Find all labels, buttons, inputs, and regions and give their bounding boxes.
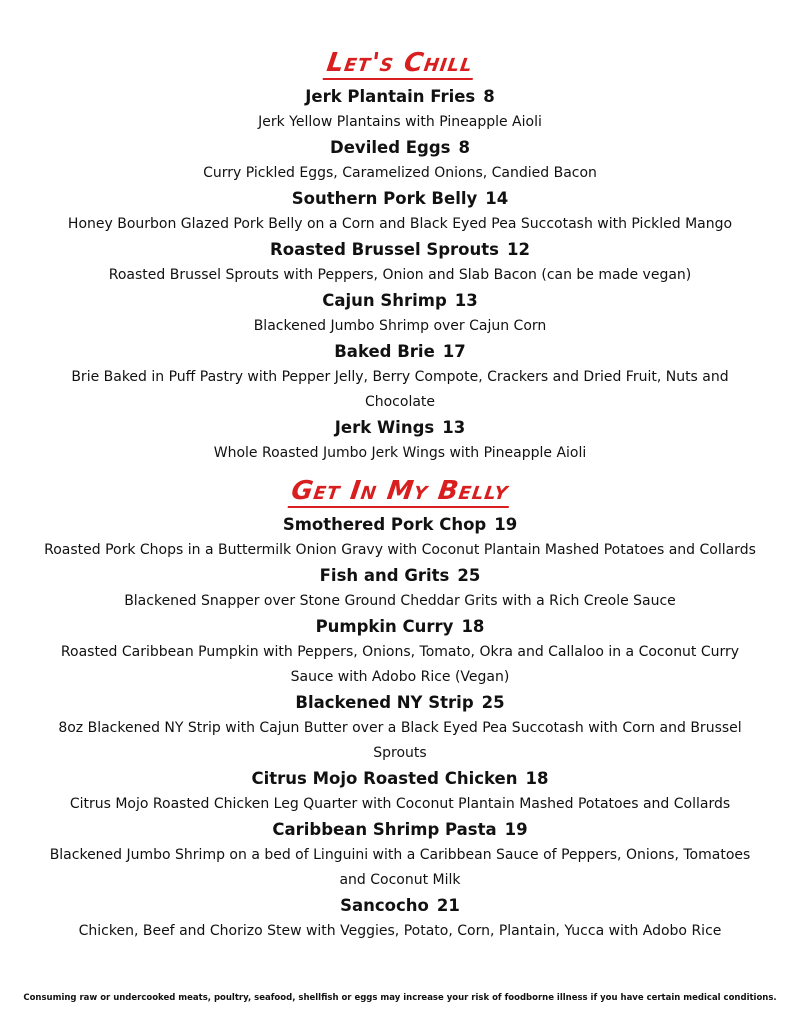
item-price: 25 (457, 566, 481, 585)
menu-item (0, 135, 800, 186)
item-name: Sancocho (340, 896, 429, 915)
item-name: Cajun Shrimp (322, 291, 447, 310)
item-name: Deviled Eggs (330, 138, 451, 157)
item-price: 13 (442, 418, 466, 437)
item-price: 12 (506, 240, 530, 259)
menu-item (0, 614, 800, 690)
item-name: Baked Brie (334, 342, 435, 361)
item-name: Jerk Plantain Fries (305, 87, 476, 106)
item-description: Roasted Brussel Sprouts with Peppers, Onion and Slab Bacon (can be made vegan) (108, 267, 692, 283)
item-price: 8 (458, 138, 470, 157)
item-name-line (0, 614, 800, 640)
item-description: Jerk Yellow Plantains with Pineapple Aioli (258, 114, 542, 130)
menu-item (0, 893, 800, 944)
menu-item (0, 563, 800, 614)
item-price: 19 (494, 515, 518, 534)
item-description: Blackened Jumbo Shrimp over Cajun Corn (253, 318, 547, 334)
menu-item (0, 512, 800, 563)
item-name-line (0, 766, 800, 792)
item-description: Chicken, Beef and Chorizo Stew with Veggies, Potato, Corn, Plantain, Yucca with Adobo Rice (78, 923, 722, 939)
item-name-line (0, 135, 800, 161)
item-name: Jerk Wings (334, 418, 435, 437)
item-description: Brie Baked in Puff Pastry with Pepper Jelly, Berry Compote, Crackers and Dried Fruit, Nuts and Chocolate (71, 369, 729, 410)
item-price: 21 (436, 896, 460, 915)
item-price: 25 (481, 693, 505, 712)
item-description: Honey Bourbon Glazed Pork Belly on a Corn and Black Eyed Pea Succotash with Pickled Mango (67, 216, 733, 232)
item-name-line (0, 84, 800, 110)
item-name: Fish and Grits (319, 566, 450, 585)
item-price: 13 (454, 291, 478, 310)
item-name: Citrus Mojo Roasted Chicken (251, 769, 518, 788)
item-description: Roasted Caribbean Pumpkin with Peppers, Onions, Tomato, Okra and Callaloo in a Coconut Curry Sauce with Adobo Rice (Vegan) (60, 644, 740, 685)
menu-item (0, 288, 800, 339)
item-name-line (0, 893, 800, 919)
appetizer-list (0, 84, 800, 466)
item-description: Blackened Snapper over Stone Ground Cheddar Grits with a Rich Creole Sauce (124, 593, 676, 609)
item-name-line (0, 237, 800, 263)
item-name-line (0, 563, 800, 589)
menu-item (0, 766, 800, 817)
foodborne-illness-disclaimer: Consuming raw or undercooked meats, poultry, seafood, shellfish or eggs may increase your risk of foodborne illness if you have certain medical conditions. (23, 993, 777, 1003)
item-price: 18 (461, 617, 485, 636)
item-description: Roasted Pork Chops in a Buttermilk Onion Gravy with Coconut Plantain Mashed Potatoes and Collards (44, 542, 756, 558)
menu-item (0, 186, 800, 237)
menu-item (0, 84, 800, 135)
item-name: Smothered Pork Chop (282, 515, 487, 534)
item-price: 17 (442, 342, 466, 361)
item-description: 8oz Blackened NY Strip with Cajun Butter over a Black Eyed Pea Succotash with Corn and Brussel Sprouts (58, 720, 742, 761)
item-description: Citrus Mojo Roasted Chicken Leg Quarter with Coconut Plantain Mashed Potatoes and Collards (69, 796, 731, 812)
item-name-line (0, 512, 800, 538)
menu-item (0, 817, 800, 893)
entree-list (0, 512, 800, 944)
item-price: 8 (483, 87, 495, 106)
menu-item (0, 237, 800, 288)
item-description: Blackened Jumbo Shrimp on a bed of Linguini with a Caribbean Sauce of Peppers, Onions, Tomatoes and Coconut Milk (49, 847, 751, 888)
item-name: Roasted Brussel Sprouts (270, 240, 499, 259)
item-name: Caribbean Shrimp Pasta (272, 820, 497, 839)
item-name-line (0, 415, 800, 441)
item-price: 14 (485, 189, 509, 208)
item-name-line (0, 288, 800, 314)
menu-item (0, 339, 800, 415)
item-price: 19 (504, 820, 528, 839)
item-name-line (0, 339, 800, 365)
item-description: Whole Roasted Jumbo Jerk Wings with Pineapple Aioli (213, 445, 587, 461)
item-name: Pumpkin Curry (315, 617, 454, 636)
item-name: Blackened NY Strip (295, 693, 474, 712)
item-name-line (0, 186, 800, 212)
item-name: Southern Pork Belly (291, 189, 478, 208)
menu-item (0, 415, 800, 466)
item-name-line (0, 690, 800, 716)
item-name-line (0, 817, 800, 843)
section-title-get-in-my-belly: Get In My Belly (0, 474, 800, 508)
menu-item (0, 690, 800, 766)
item-description: Curry Pickled Eggs, Caramelized Onions, Candied Bacon (203, 165, 597, 181)
item-price: 18 (525, 769, 549, 788)
section-title-lets-chill: Let's Chill (0, 46, 800, 80)
